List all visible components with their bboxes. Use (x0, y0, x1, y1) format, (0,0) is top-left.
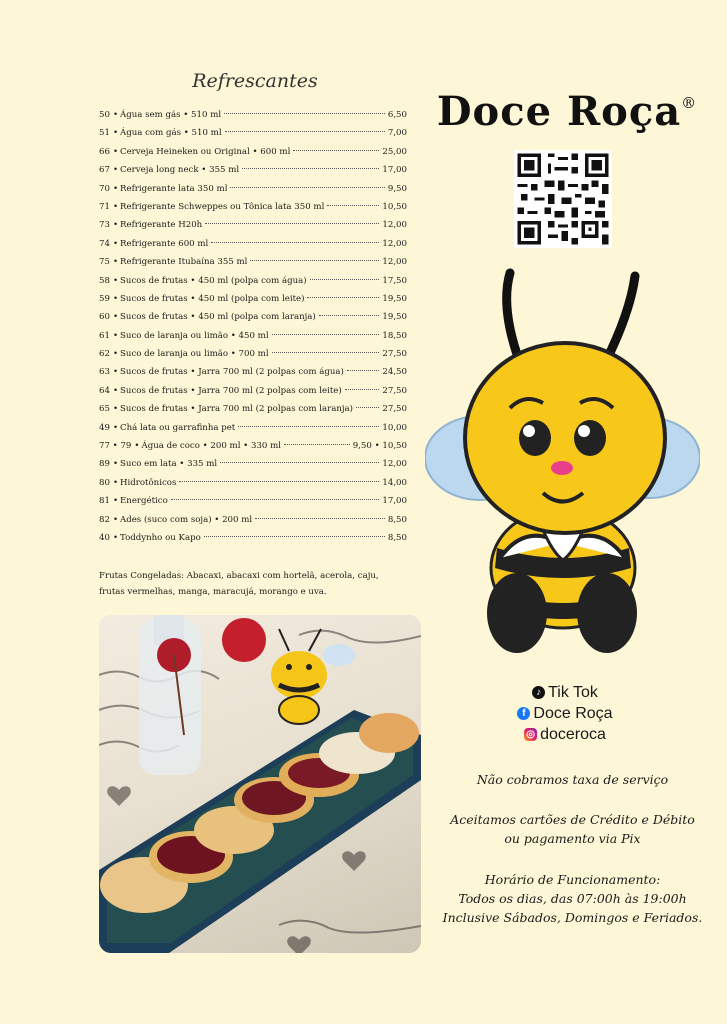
bullet: • (112, 201, 119, 212)
menu-item-number: 73 (99, 220, 110, 231)
bullet: • (112, 312, 119, 323)
bullet: • (112, 385, 119, 396)
qr-code-icon[interactable] (514, 150, 612, 248)
leader-dots (220, 462, 379, 463)
menu-item-name: Refrigerante 600 ml (120, 238, 209, 249)
menu-item-price: 18,50 (382, 330, 407, 341)
leader-dots (171, 499, 380, 500)
facebook-link[interactable] (480, 703, 650, 724)
leader-dots (238, 426, 379, 427)
drinks-menu (99, 106, 407, 547)
mini-bee-icon (271, 629, 355, 724)
menu-item-name: Sucos de frutas • Jarra 700 ml (2 polpas com água) (120, 367, 344, 378)
menu-item-price: 12,00 (382, 459, 407, 470)
menu-item-name: Refrigerante Schweppes ou Tônica lata 350 ml (120, 201, 325, 212)
leader-dots (230, 187, 384, 188)
menu-item-price: 19,50 (382, 312, 407, 323)
menu-item (99, 437, 407, 455)
menu-item-number: 59 (99, 293, 110, 304)
leader-dots (307, 297, 379, 298)
bullet: • (112, 183, 119, 194)
menu-item-price: 17,00 (382, 165, 407, 176)
instagram-link[interactable] (480, 724, 650, 745)
menu-item (99, 400, 407, 418)
menu-item (99, 382, 407, 400)
menu-item-price: 17,50 (382, 275, 407, 286)
leader-dots (204, 536, 385, 537)
menu-item-number: 58 (99, 275, 110, 286)
leader-dots (345, 389, 380, 390)
leader-dots (272, 352, 380, 353)
leader-dots (179, 481, 379, 482)
leader-dots (225, 131, 385, 132)
menu-item (99, 455, 407, 473)
menu-item-price: 6,50 (387, 110, 407, 120)
bullet: • (112, 293, 119, 304)
bullet: • (112, 146, 119, 157)
menu-item-name: Toddynho ou Kapo (120, 532, 201, 543)
leader-dots (211, 242, 379, 243)
menu-item (99, 529, 407, 547)
bullet: • (112, 275, 119, 286)
menu-item-price: 7,00 (387, 128, 407, 139)
leader-dots (255, 518, 385, 519)
no-fee-note: Não cobramos taxa de serviço (476, 772, 669, 787)
tiktok-label: Tik Tok (548, 684, 598, 701)
instagram-label: doceroca (540, 726, 606, 743)
menu-item-number: 81 (99, 496, 110, 507)
bee-mascot (425, 268, 700, 658)
leader-dots (327, 205, 379, 206)
brand-logo (432, 88, 702, 135)
menu-item-price: 27,50 (382, 404, 407, 415)
hours-line-1: Todos os dias, das 07:00h às 19:00h (458, 891, 687, 906)
menu-item-price: 24,50 (382, 367, 407, 378)
bullet: • (112, 404, 119, 415)
menu-item-price: 19,50 (382, 293, 407, 304)
menu-item (99, 272, 407, 290)
menu-item-price: 9,50 (387, 183, 407, 194)
menu-item (99, 216, 407, 234)
bullet: • (112, 514, 119, 525)
menu-item-number: 65 (99, 404, 110, 415)
leader-dots (205, 223, 379, 224)
menu-item-name: Hidrotônicos (120, 477, 177, 488)
menu-item (99, 235, 407, 253)
bullet: • (112, 422, 119, 433)
menu-item-name: Água sem gás • 510 ml (120, 110, 222, 120)
menu-item-name: Chá lata ou garrafinha pet (120, 422, 236, 433)
menu-item (99, 106, 407, 124)
menu-item-name: Refrigerante lata 350 ml (120, 183, 228, 194)
bullet: • (134, 441, 140, 452)
leader-dots (310, 279, 380, 280)
menu-item-number: 77 • 79 (99, 441, 132, 452)
section-title: Refrescantes (192, 70, 318, 92)
menu-item (99, 180, 407, 198)
menu-item (99, 492, 407, 510)
menu-item-name: Energético (120, 496, 168, 507)
menu-item-number: 75 (99, 257, 110, 268)
menu-item-number: 89 (99, 459, 110, 470)
leader-dots (356, 407, 379, 408)
facebook-label: Doce Roça (533, 705, 613, 722)
menu-item-name: Sucos de frutas • 450 ml (polpa com água) (120, 275, 307, 286)
menu-item-name: Sucos de frutas • 450 ml (polpa com laranja) (120, 312, 316, 323)
menu-item (99, 161, 407, 179)
leader-dots (224, 113, 385, 114)
menu-item-number: 64 (99, 385, 110, 396)
menu-item-number: 63 (99, 367, 110, 378)
hours-title: Horário de Funcionamento: (484, 872, 661, 887)
menu-item (99, 474, 407, 492)
menu-item (99, 253, 407, 271)
tiktok-link[interactable] (480, 682, 650, 703)
food-photo (99, 615, 421, 953)
menu-item-number: 70 (99, 183, 110, 194)
menu-item (99, 290, 407, 308)
menu-item-price: 25,00 (382, 146, 407, 157)
menu-item-number: 80 (99, 477, 110, 488)
hours-line-2: Inclusive Sábados, Domingos e Feriados. (442, 910, 703, 925)
menu-item-price: 8,50 (387, 514, 407, 525)
menu-item (99, 511, 407, 529)
menu-item-price: 12,00 (382, 238, 407, 249)
menu-item-name: Refrigerante Itubaína 355 ml (120, 257, 248, 268)
menu-item (99, 308, 407, 326)
leader-dots (272, 334, 380, 335)
menu-item-price: 8,50 (387, 532, 407, 543)
leader-dots (284, 444, 350, 445)
menu-item-number: 74 (99, 238, 110, 249)
bullet: • (112, 220, 119, 231)
menu-item-price: 14,00 (382, 477, 407, 488)
leader-dots (319, 315, 380, 316)
bullet: • (112, 477, 119, 488)
bullet: • (112, 128, 119, 139)
menu-item-price: 9,50 • 10,50 (352, 441, 407, 452)
menu-item-price: 27,50 (382, 349, 407, 360)
menu-item-name: Suco de laranja ou limão • 700 ml (120, 349, 269, 360)
menu-item-price: 17,00 (382, 496, 407, 507)
menu-item-name: Água com gás • 510 ml (120, 128, 222, 139)
menu-item-number: 51 (99, 128, 110, 139)
menu-item-price: 12,00 (382, 220, 407, 231)
menu-item-number: 66 (99, 146, 110, 157)
menu-item-number: 49 (99, 422, 110, 433)
menu-item-name: Cerveja long neck • 355 ml (120, 165, 240, 176)
menu-item-number: 67 (99, 165, 110, 176)
menu-item-name: Sucos de frutas • Jarra 700 ml (2 polpas com leite) (120, 385, 342, 396)
menu-item (99, 143, 407, 161)
menu-item-number: 50 (99, 110, 110, 120)
menu-item (99, 419, 407, 437)
tiktok-icon: ♪ (532, 686, 545, 699)
instagram-icon: ◎ (524, 728, 537, 741)
bullet: • (112, 459, 119, 470)
payment-line-2: ou pagamento via Pix (504, 831, 641, 846)
frozen-fruits-note: Frutas Congeladas: Abacaxi, abacaxi com hortelã, acerola, caju, frutas vermelhas, manga, maracujá, morango e uva. (99, 571, 379, 597)
leader-dots (293, 150, 379, 151)
bullet: • (112, 257, 119, 268)
menu-item-price: 10,50 (382, 201, 407, 212)
menu-item (99, 124, 407, 142)
menu-item-name: Ades (suco com soja) • 200 ml (120, 514, 253, 525)
leader-dots (242, 168, 379, 169)
menu-item (99, 327, 407, 345)
leader-dots (250, 260, 379, 261)
menu-item-name: Cerveja Heineken ou Original • 600 ml (120, 146, 291, 157)
brand-name: Doce Roça (436, 88, 682, 135)
menu-item-number: 61 (99, 330, 110, 341)
menu-item-name: Refrigerante H20h (120, 220, 203, 231)
bullet: • (112, 330, 119, 341)
menu-item-name: Suco de laranja ou limão • 450 ml (120, 330, 269, 341)
payment-line-1: Aceitamos cartões de Crédito e Débito (450, 812, 695, 827)
registered-mark: ® (681, 94, 698, 112)
social-links (480, 682, 650, 745)
menu-item (99, 198, 407, 216)
menu-item (99, 345, 407, 363)
menu-item-number: 62 (99, 349, 110, 360)
bullet: • (112, 165, 119, 176)
bullet: • (112, 496, 119, 507)
menu-item-price: 27,50 (382, 385, 407, 396)
menu-item-number: 40 (99, 532, 110, 543)
bullet: • (112, 367, 119, 378)
facebook-icon: f (517, 707, 530, 720)
menu-item-name: Sucos de frutas • 450 ml (polpa com leite) (120, 293, 305, 304)
menu-item-name: Sucos de frutas • Jarra 700 ml (2 polpas com laranja) (120, 404, 354, 415)
menu-item-price: 12,00 (382, 257, 407, 268)
bullet: • (112, 349, 119, 360)
menu-item-number: 71 (99, 201, 110, 212)
menu-item-number: 60 (99, 312, 110, 323)
leader-dots (347, 370, 380, 371)
menu-item-name: Suco em lata • 335 ml (120, 459, 218, 470)
menu-item-price: 10,00 (382, 422, 407, 433)
menu-item-number: 82 (99, 514, 110, 525)
food-photo-illustration (99, 615, 421, 953)
bullet: • (112, 110, 119, 120)
bullet: • (112, 238, 119, 249)
bullet: • (112, 532, 119, 543)
menu-item (99, 363, 407, 381)
menu-item-name: Água de coco • 200 ml • 330 ml (141, 441, 282, 452)
